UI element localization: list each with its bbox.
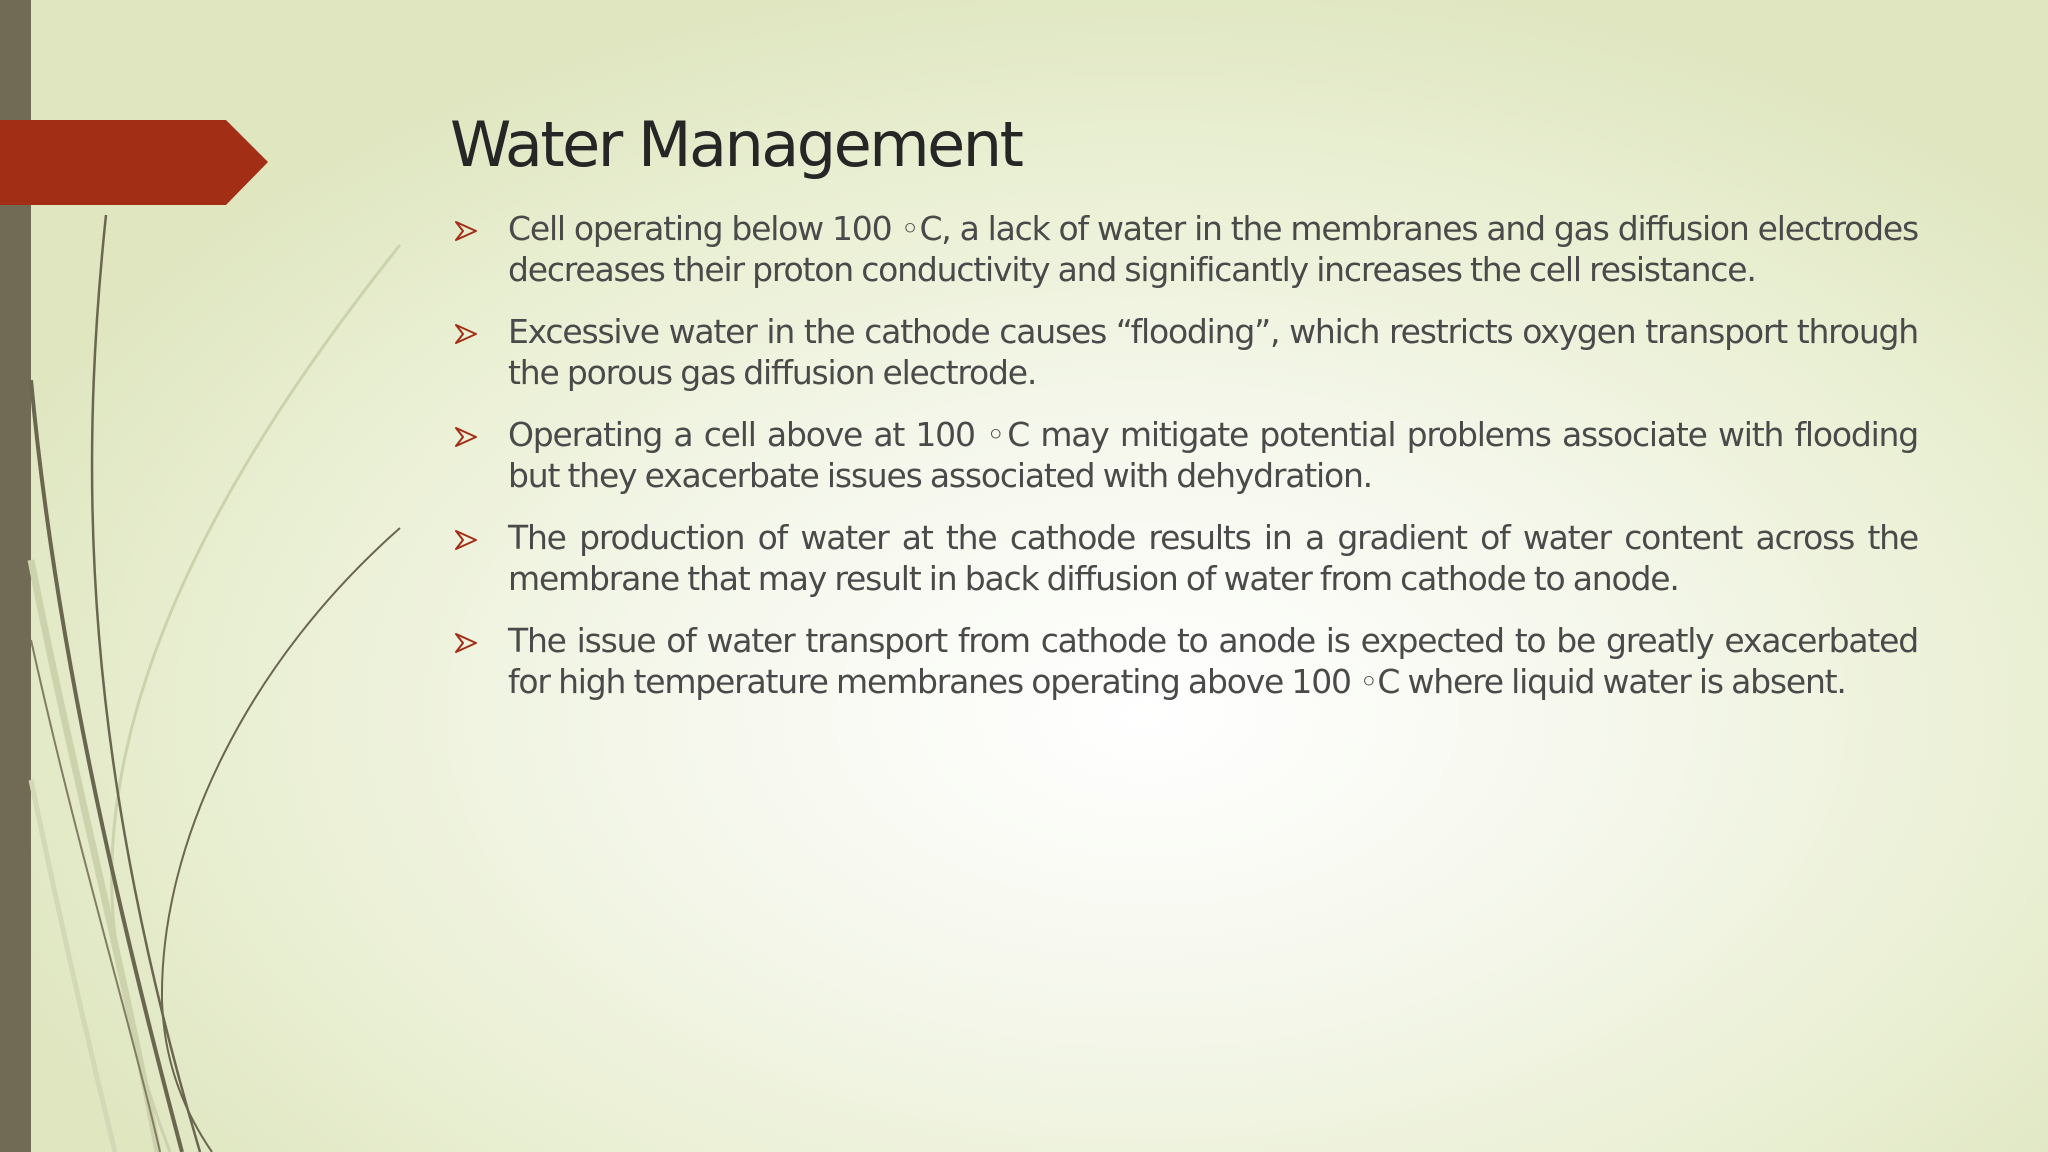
bullet-text: Cell operating below 100 ◦C, a lack of water in the membranes and gas diffusion electrodes decreases their proton conductivity and significantly increases the cell resistance. bbox=[508, 209, 1918, 289]
bullet-text: The production of water at the cathode results in a gradient of water content across the membrane that may result in back diffusion of water from cathode to anode. bbox=[508, 518, 1918, 598]
grass-blade-dark-2 bbox=[31, 380, 182, 1152]
red-tab-arrow bbox=[0, 120, 268, 205]
bullet-item-3 bbox=[450, 414, 1918, 496]
bullet-text: The issue of water transport from cathode to anode is expected to be greatly exacerbated for high temperature membranes operating above 100 ◦C where liquid water is absent. bbox=[508, 621, 1918, 701]
arrowhead-bullet-icon bbox=[454, 221, 478, 241]
grass-blade-light-3 bbox=[31, 780, 115, 1152]
slide-title: Water Management bbox=[450, 108, 1022, 181]
bullet-item-1 bbox=[450, 208, 1918, 290]
bullet-item-4 bbox=[450, 517, 1918, 599]
arrowhead-bullet-icon bbox=[454, 324, 478, 344]
arrowhead-bullet-icon bbox=[454, 427, 478, 447]
bullet-item-2 bbox=[450, 311, 1918, 393]
arrowhead-bullet-icon bbox=[454, 530, 478, 550]
bullet-item-5 bbox=[450, 620, 1918, 702]
bullet-text: Operating a cell above at 100 ◦C may mitigate potential problems associate with flooding but they exacerbate issues associated with dehydration. bbox=[508, 415, 1918, 495]
arrowhead-bullet-icon bbox=[454, 633, 478, 653]
bullet-list bbox=[450, 208, 1918, 723]
grass-blade-dark-3 bbox=[162, 528, 400, 1152]
bullet-text: Excessive water in the cathode causes “flooding”, which restricts oxygen transport through the porous gas diffusion electrode. bbox=[508, 312, 1918, 392]
